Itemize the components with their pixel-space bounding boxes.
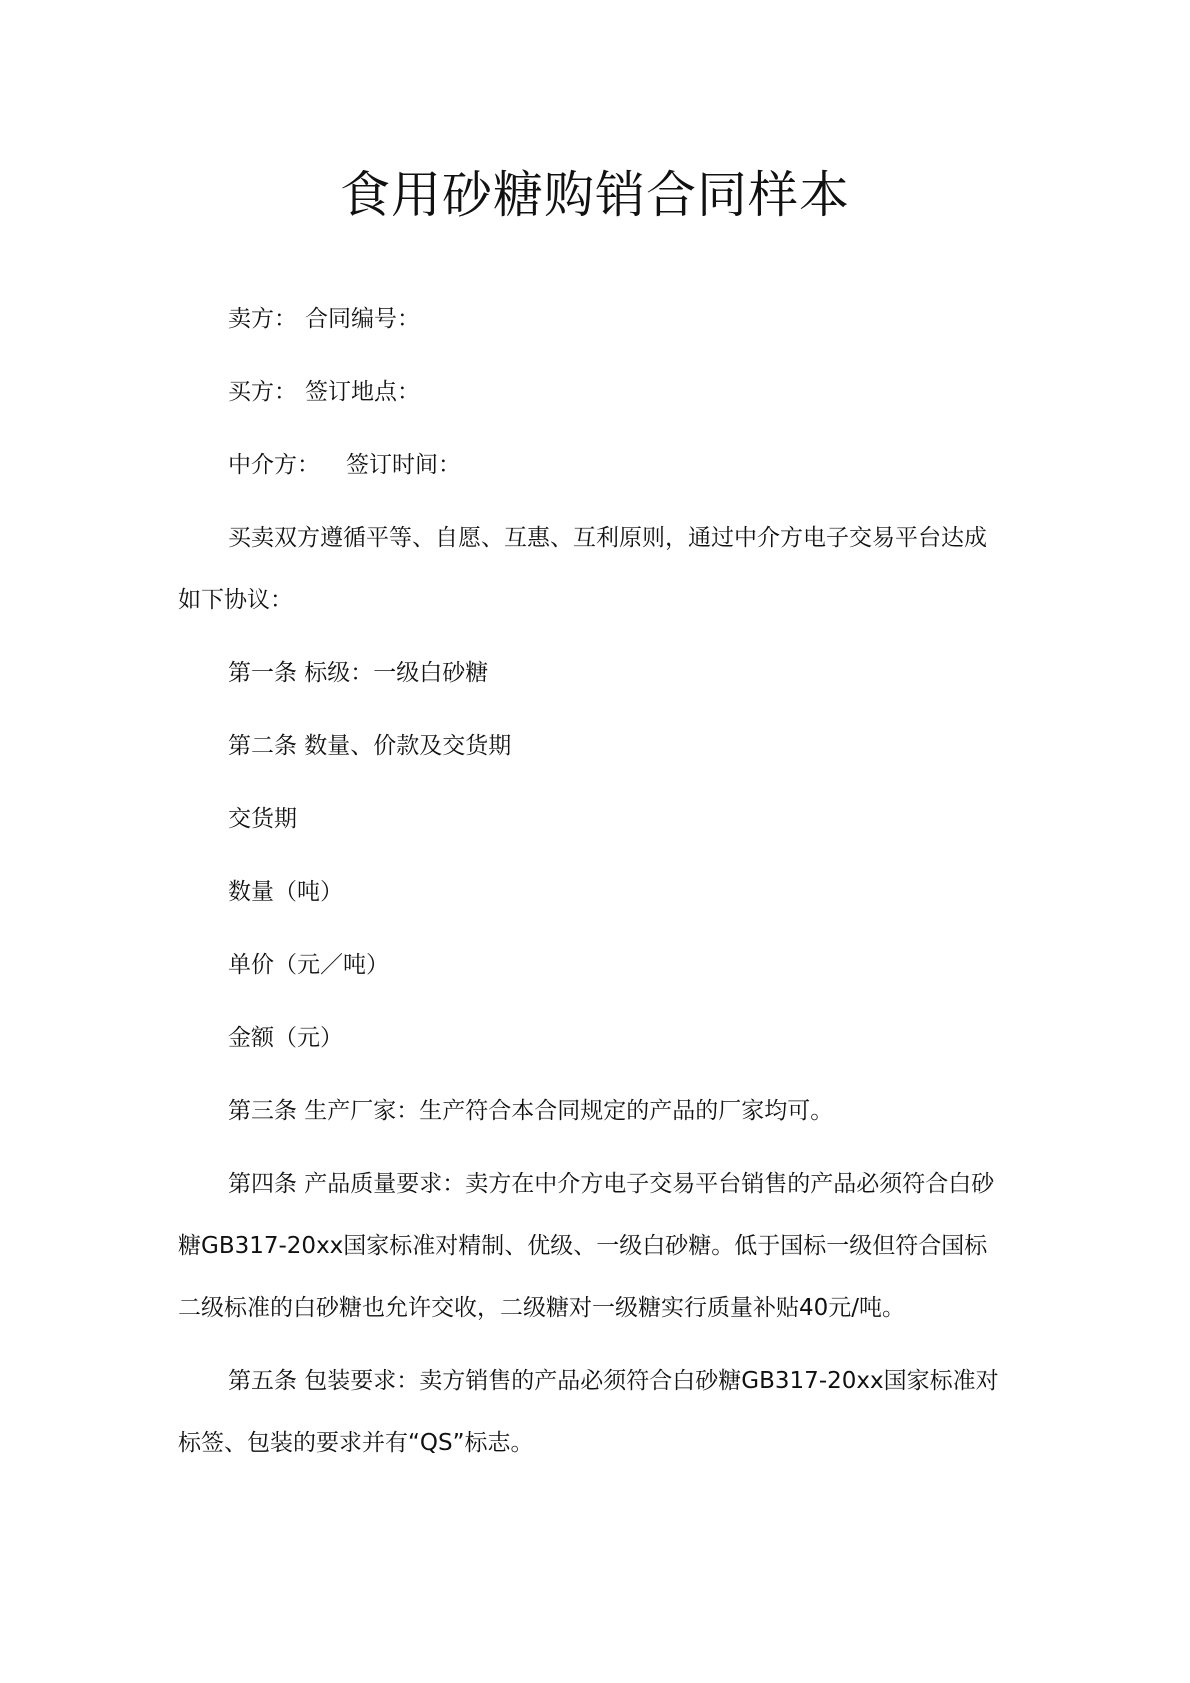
article-2: 第二条 数量、价款及交货期 bbox=[228, 733, 512, 759]
article-2-amount: 金额（元） bbox=[228, 1025, 343, 1051]
document-title: 食用砂糖购销合同样本 bbox=[340, 166, 850, 224]
intermediary-line bbox=[178, 434, 1008, 496]
buyer-label: 买方： bbox=[228, 379, 297, 405]
seller-label: 卖方： bbox=[228, 306, 297, 332]
intermediary-label: 中介方： bbox=[228, 452, 320, 478]
article-3: 第三条 生产厂家：生产符合本合同规定的产品的厂家均可。 bbox=[228, 1098, 834, 1124]
article-1: 第一条 标级：一级白砂糖 bbox=[228, 660, 489, 686]
buyer-line bbox=[178, 361, 1008, 423]
sign-time-label: 签订时间： bbox=[346, 452, 461, 478]
document-body bbox=[178, 288, 1008, 1485]
article-5: 第五条 包装要求：卖方销售的产品必须符合白砂糖GB317-20xx国家标准对标签、包装的要求并有“QS”标志。 bbox=[178, 1368, 999, 1456]
contract-no-label: 合同编号： bbox=[305, 306, 420, 332]
article-4: 第四条 产品质量要求：卖方在中介方电子交易平台销售的产品必须符合白砂糖GB317-20xx国家标准对精制、优级、一级白砂糖。低于国标一级但符合国标二级标准的白砂糖也允许交收，二级糖对一级糖实行质量补贴40元/吨。 bbox=[178, 1171, 995, 1321]
article-2-unit-price: 单价（元／吨） bbox=[228, 952, 389, 978]
article-2-quantity: 数量（吨） bbox=[228, 879, 343, 905]
intro-paragraph: 买卖双方遵循平等、自愿、互惠、互利原则，通过中介方电子交易平台达成如下协议： bbox=[178, 525, 987, 613]
seller-line bbox=[178, 288, 1008, 350]
article-2-delivery: 交货期 bbox=[228, 806, 297, 832]
sign-place-label: 签订地点： bbox=[305, 379, 420, 405]
